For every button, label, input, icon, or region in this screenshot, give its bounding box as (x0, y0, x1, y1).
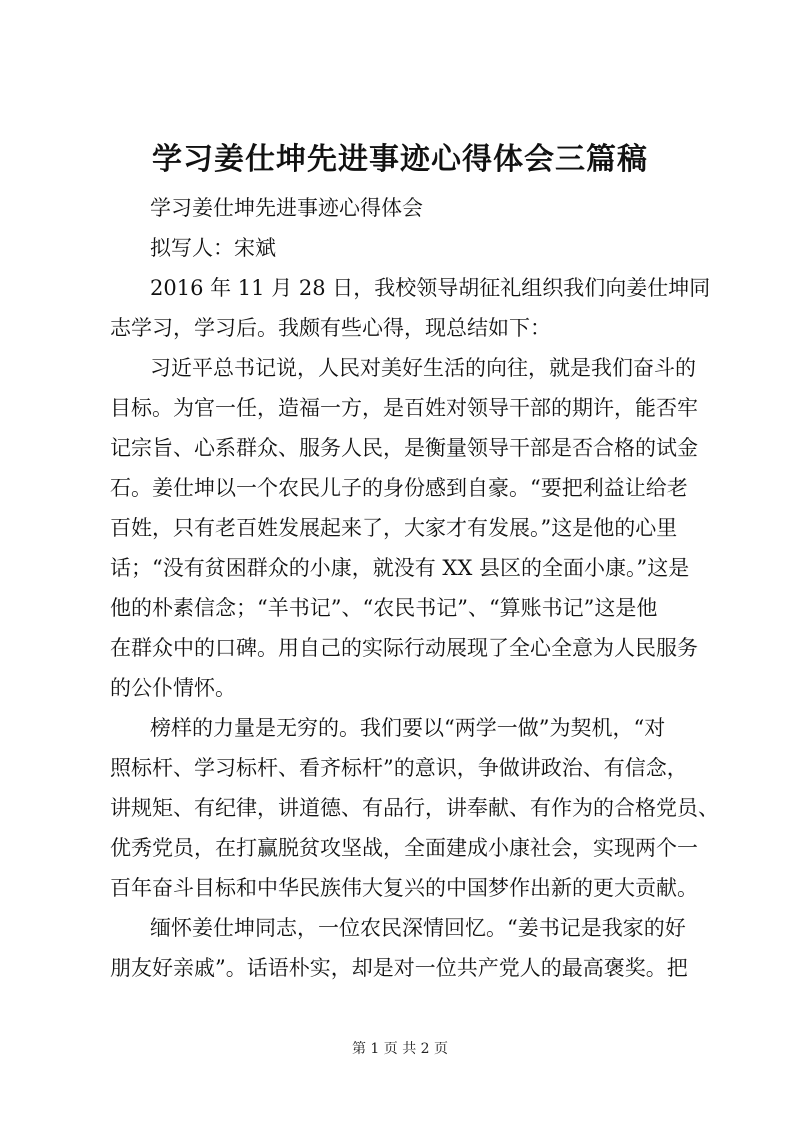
paragraph-line: 在群众中的口碑。用自己的实际行动展现了全心全意为人民服务 (110, 636, 698, 660)
paragraph-line: 习近平总书记说，人民对美好生活的向往，就是我们奋斗的 (150, 356, 696, 380)
paragraph-line: 2016 年 11 月 28 日，我校领导胡征礼组织我们向姜仕坤同 (150, 276, 711, 300)
document-title: 学习姜仕坤先进事迹心得体会三篇稿 (152, 142, 648, 177)
paragraph-line: 百姓，只有老百姓发展起来了，大家才有发展。”这是他的心里 (110, 516, 678, 540)
paragraph-line: 记宗旨、心系群众、服务人民，是衡量领导干部是否合格的试金 (110, 436, 698, 460)
paragraph-line: 讲规矩、有纪律，讲道德、有品行，讲奉献、有作为的合格党员、 (110, 796, 719, 820)
paragraph-line: 优秀党员，在打赢脱贫攻坚战，全面建成小康社会，实现两个一 (110, 836, 698, 860)
paragraph-line: 榜样的力量是无穷的。我们要以“两学一做”为契机，“对 (150, 716, 666, 740)
paragraph-line: 志学习，学习后。我颇有些心得，现总结如下： (110, 316, 551, 340)
paragraph-line: 他的朴素信念；“羊书记”、“农民书记”、“算账书记”这是他 (110, 596, 658, 620)
author-line: 拟写人：宋斌 (150, 236, 276, 260)
paragraph-line: 的公仆情怀。 (110, 676, 236, 700)
page-number-footer: 第 1 页 共 2 页 (351, 1041, 449, 1057)
paragraph-line: 目标。为官一任，造福一方，是百姓对领导干部的期许，能否牢 (110, 396, 698, 420)
paragraph-line: 石。姜仕坤以一个农民儿子的身份感到自豪。“要把利益让给老 (110, 476, 688, 500)
paragraph-line: 话；“没有贫困群众的小康，就没有 XX 县区的全面小康。”这是 (110, 556, 690, 580)
paragraph-line: 照标杆、学习标杆、看齐标杆”的意识，争做讲政治、有信念， (110, 756, 688, 780)
paragraph-line: 缅怀姜仕坤同志，一位农民深情回忆。“姜书记是我家的好 (150, 916, 686, 940)
paragraph-line: 朋友好亲戚”。话语朴实，却是对一位共产党人的最高褒奖。把 (110, 956, 688, 980)
paragraph-line: 百年奋斗目标和中华民族伟大复兴的中国梦作出新的更大贡献。 (110, 876, 698, 900)
subtitle-line: 学习姜仕坤先进事迹心得体会 (150, 196, 423, 220)
